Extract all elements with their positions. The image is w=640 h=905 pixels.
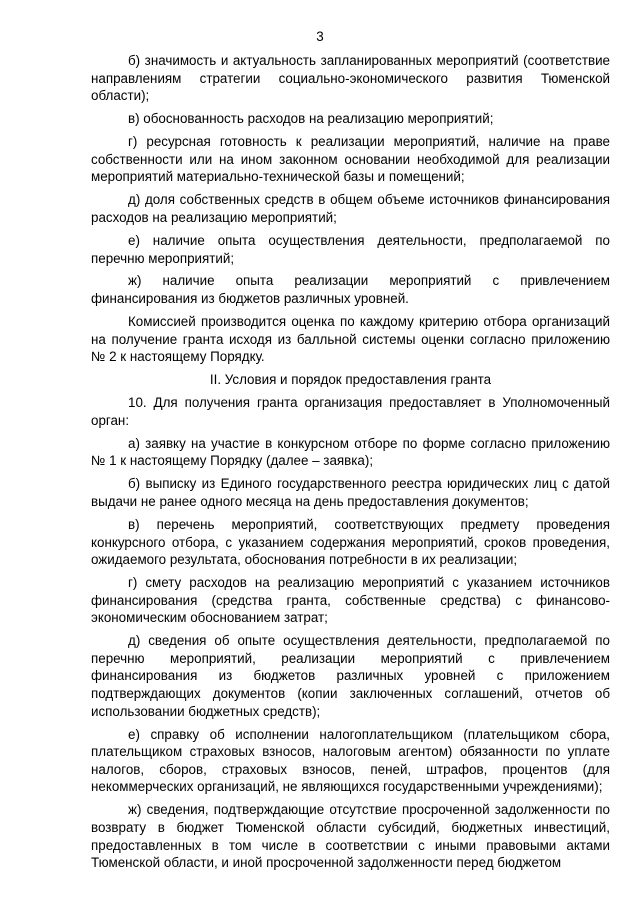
document-a: а) заявку на участие в конкурсном отборе по форме согласно приложению № 1 к настоящему Порядку (далее – заявка); (91, 435, 610, 469)
criterion-b: б) значимость и актуальность запланированных мероприятий (соответствие направлениям стратегии социально-экономического развития Тюменской области); (91, 53, 610, 104)
document-g: г) смету расходов на реализацию мероприятий с указанием источников финансирования (средства гранта, собственные средства) с финансово-экономическим обоснованием затрат; (91, 575, 610, 626)
section-heading: II. Условия и порядок предоставления гранта (209, 372, 492, 388)
criterion-e: е) наличие опыта осуществления деятельности, предполагаемой по перечню мероприятий; (91, 232, 610, 266)
criterion-d: д) доля собственных средств в общем объеме источников финансирования расходов на реализацию мероприятий; (91, 192, 610, 225)
document-e: е) справку об исполнении налогоплательщиком (плательщиком сбора, плательщиком страховых взносов, налоговым агентом) обязанности по уплате налогов, сборов, страховых взносов, пеней, штрафов, процентов (для некоммерческих организаций, не являющихся государственными учреждениями); (91, 726, 610, 795)
criterion-g: г) ресурсная готовность к реализации мероприятий, наличие на праве собственности или на ином законном основании необходимой для реализации мероприятий материально-технической базы и помещений; (91, 134, 610, 185)
document-d: д) сведения об опыте осуществления деятельности, предполагаемой по перечню мероприятий, реализации мероприятий с привлечением финансирования из бюджетов различных уровней с приложением подтверждающих документов (копии заключенных соглашений, отчетов об использовании бюджетных средств); (91, 633, 610, 719)
page-number: 3 (316, 29, 324, 44)
clause-10: 10. Для получения гранта организация предоставляет в Уполномоченный орган: (91, 395, 610, 428)
criterion-v: в) обоснованность расходов на реализацию мероприятий; (128, 111, 494, 127)
document-body (91, 52, 610, 877)
criterion-zh: ж) наличие опыта реализации мероприятий с привлечением финансирования из бюджетов различных уровней. (91, 273, 610, 307)
document-v: в) перечень мероприятий, соответствующих предмету проведения конкурсного отбора, с указанием содержания мероприятий, сроков проведения, ожидаемого результата, обоснования потребности в их реализации; (91, 516, 610, 568)
evaluation-paragraph: Комиссией производится оценка по каждому критерию отбора организаций на получение гранта исходя из балльной системы оценки согласно приложению № 2 к настоящему Порядку. (91, 314, 610, 365)
document-zh: ж) сведения, подтверждающие отсутствие просроченной задолженности по возврату в бюджет Тюменской области субсидий, бюджетных инвестиций, предоставленных в том числе в соответствии с иными правовыми актами Тюменской области, и иной просроченной задолженности перед бюджетом (91, 802, 610, 871)
document-b: б) выписку из Единого государственного реестра юридических лиц с датой выдачи не ранее одного месяца на день предоставления документов; (91, 476, 610, 509)
